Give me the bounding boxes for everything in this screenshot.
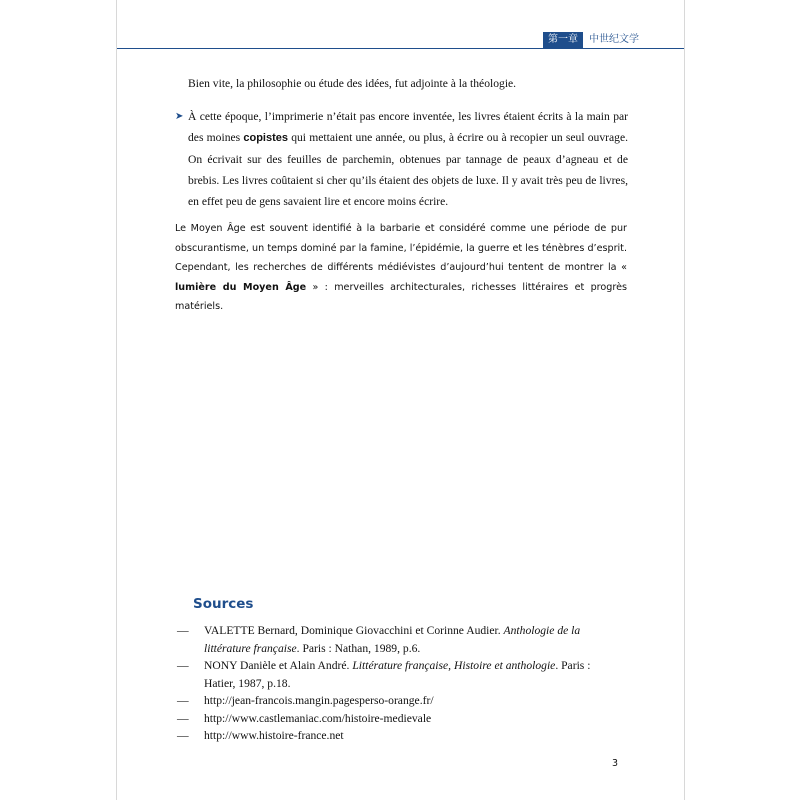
sources-list [177,622,617,745]
chapter-title: 中世纪文学 [589,34,639,45]
dash: — [177,624,189,637]
body-paragraph: Le Moyen Âge est souvent identifié à la barbarie et considéré comme une période de pur obscurantisme, un temps dominé par la famine, l’épidémie, la guerre et les ténèbres d’esprit. Cependant, les recherches de différents médiévistes d’aujourd’hui tentent de montrer la « lumière du Moyen Âge » : merveilles architecturales, richesses littéraires et progrès matériels. [175,223,627,312]
source-item [177,692,617,710]
source-item: — VALETTE Bernard, Dominique Giovacchini et Corinne Audier. Anthologie de la littérature française. Paris : Nathan, 1989, p.6. [177,622,617,657]
chapter-header [543,32,684,48]
source-item [177,710,617,728]
bold-phrase: lumière du Moyen Âge [175,281,307,293]
document-page [116,0,685,800]
intro-line: Bien vite, la philosophie ou étude des idées, fut adjointe à la théologie. [188,77,517,90]
bullet-item [175,106,628,212]
dash: — [177,694,189,707]
source-url: http://www.histoire-france.net [204,729,344,742]
header-rule [117,48,684,49]
dash: — [177,659,189,672]
arrow-right-icon: ➤ [175,111,184,122]
dash: — [177,729,189,742]
chapter-badge: 第一章 [543,32,583,48]
source-url: http://www.castlemaniac.com/histoire-medievale [204,711,432,725]
bold-term: copistes [243,132,288,144]
dash: — [177,711,189,725]
page-number: 3 [611,758,618,769]
sources-heading: Sources [193,596,254,612]
source-item: — NONY Danièle et Alain André. Littérature française, Histoire et anthologie. Paris : Hatier, 1987, p.18. [177,657,617,692]
bullet-text: À cette époque, l’imprimerie n’était pas encore inventée, les livres étaient écrits à la main par des moines copistes qui mettaient une année, ou plus, à écrire ou à recopier un seul ouvrage. On écrivait sur des feuilles de parchemin, obtenues par tannage de peaux d’agneau et de brebis. Les livres coûtaient si cher qu’ils étaient des objets de luxe. Il y avait très peu de livres, en effet peu de gens savaient lire et encore moins écrire. [188,110,628,208]
source-url: http://jean-francois.mangin.pagesperso-orange.fr/ [204,694,434,707]
source-item [177,727,617,745]
